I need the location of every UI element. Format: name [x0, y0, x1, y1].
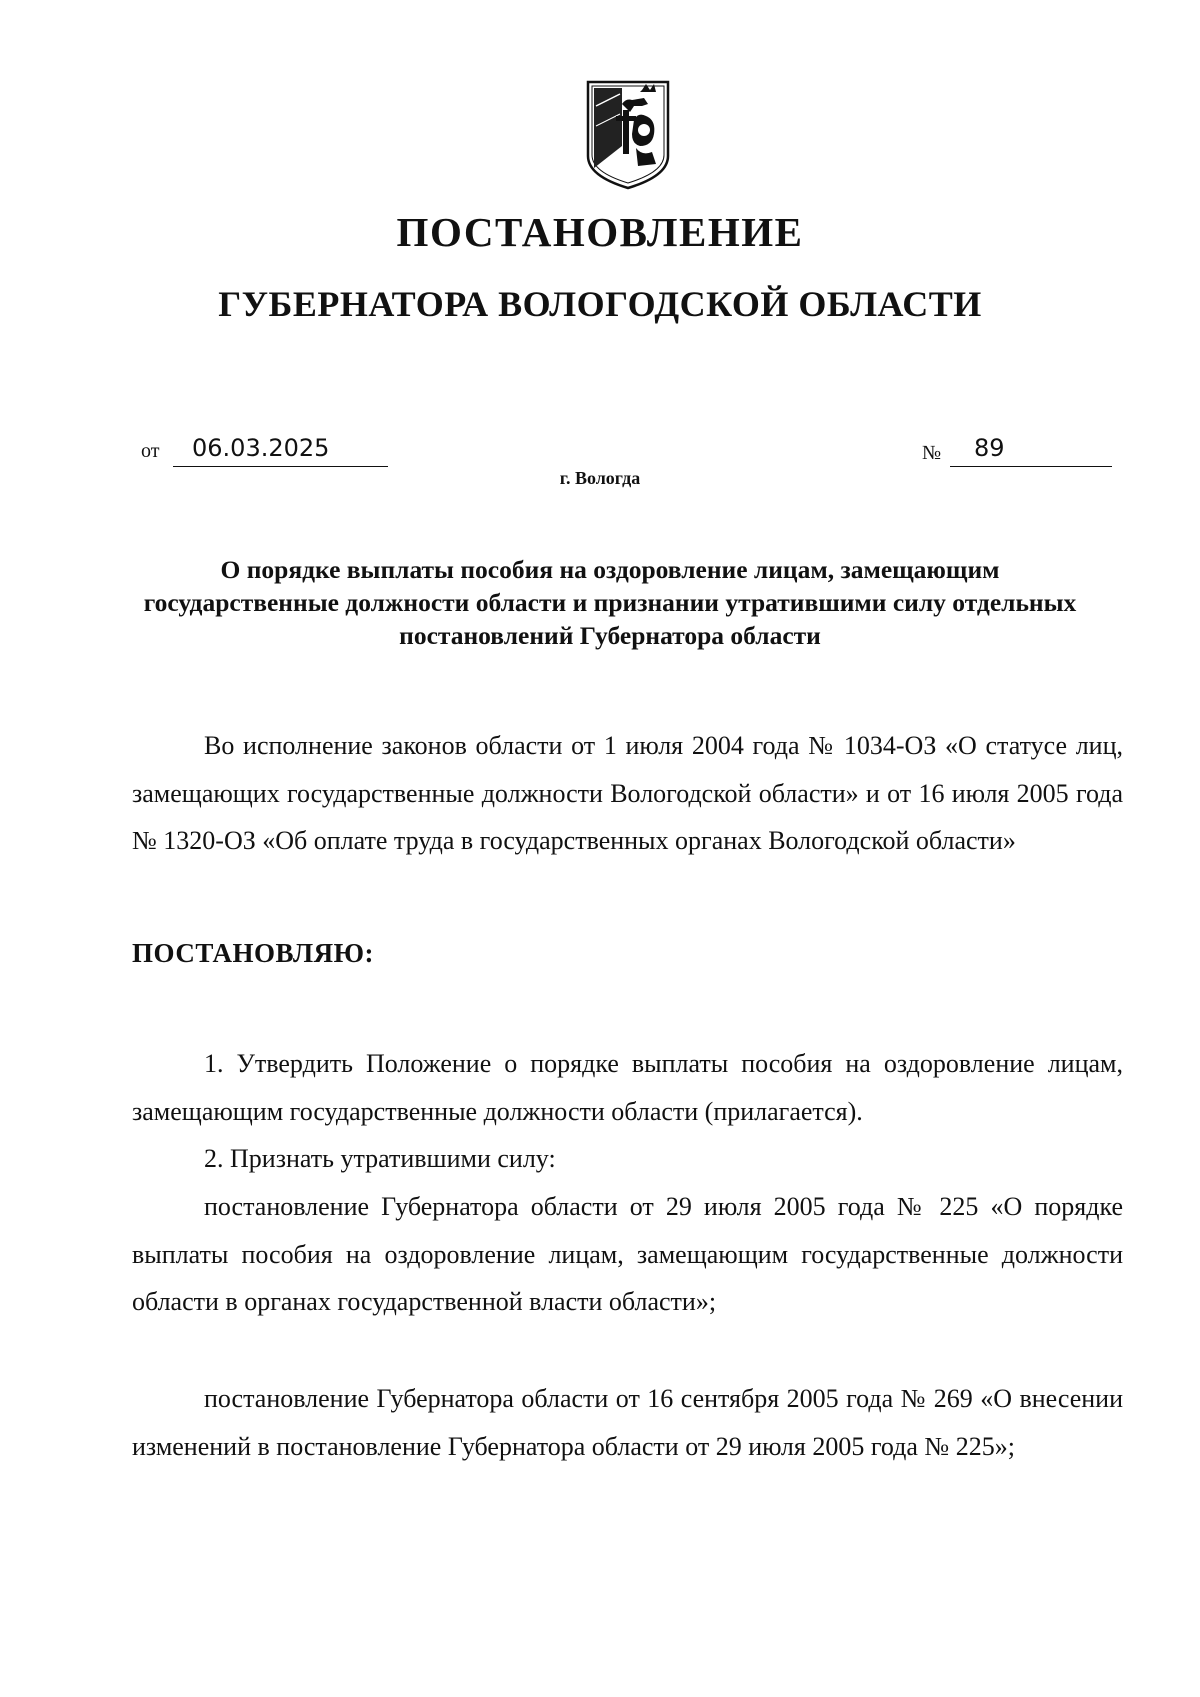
decree-label: ПОСТАНОВЛЯЮ:	[132, 938, 374, 968]
document-number: 89	[950, 434, 1112, 467]
number-label: №	[922, 442, 942, 464]
document-date: 06.03.2025	[173, 434, 388, 467]
city-label: г. Вологда	[559, 468, 641, 488]
document-heading: О порядке выплаты пособия на оздоровление лицам, замещающим государственные должности области и признании утратившими силу отдельных постановлений Губернатора области	[143, 555, 1077, 650]
preamble-paragraph: Во исполнение законов области от 1 июля 2004 года № 1034-ОЗ «О статусе лиц, замещающих государственные должности Вологодской области» и от 16 июля 2005 года № 1320-ОЗ «Об оплате труда в государственных органах Вологодской области»	[132, 731, 1123, 855]
paragraph-item-4: постановление Губернатора области от 16 сентября 2005 года № 269 «О внесении изменений в постановление Губернатора области от 29 июля 2005 года № 225»;	[132, 1384, 1123, 1461]
paragraph-item-3: постановление Губернатора области от 29 июля 2005 года № 225 «О порядке выплаты пособия на оздоровление лицам, замещающим государственные должности области в органах государственной власти области»;	[132, 1192, 1123, 1316]
paragraph-item-1: 1. Утвердить Положение о порядке выплаты пособия на оздоровление лицам, замещающим государственные должности области (прилагается).	[132, 1049, 1123, 1126]
document-title: ПОСТАНОВЛЕНИЕ	[396, 209, 804, 255]
document-subtitle: ГУБЕРНАТОРА ВОЛОГОДСКОЙ ОБЛАСТИ	[218, 284, 982, 324]
paragraph-item-2: 2. Признать утратившими силу:	[204, 1144, 556, 1173]
date-label: от	[141, 440, 160, 462]
vologda-coat-of-arms-icon	[582, 76, 674, 192]
